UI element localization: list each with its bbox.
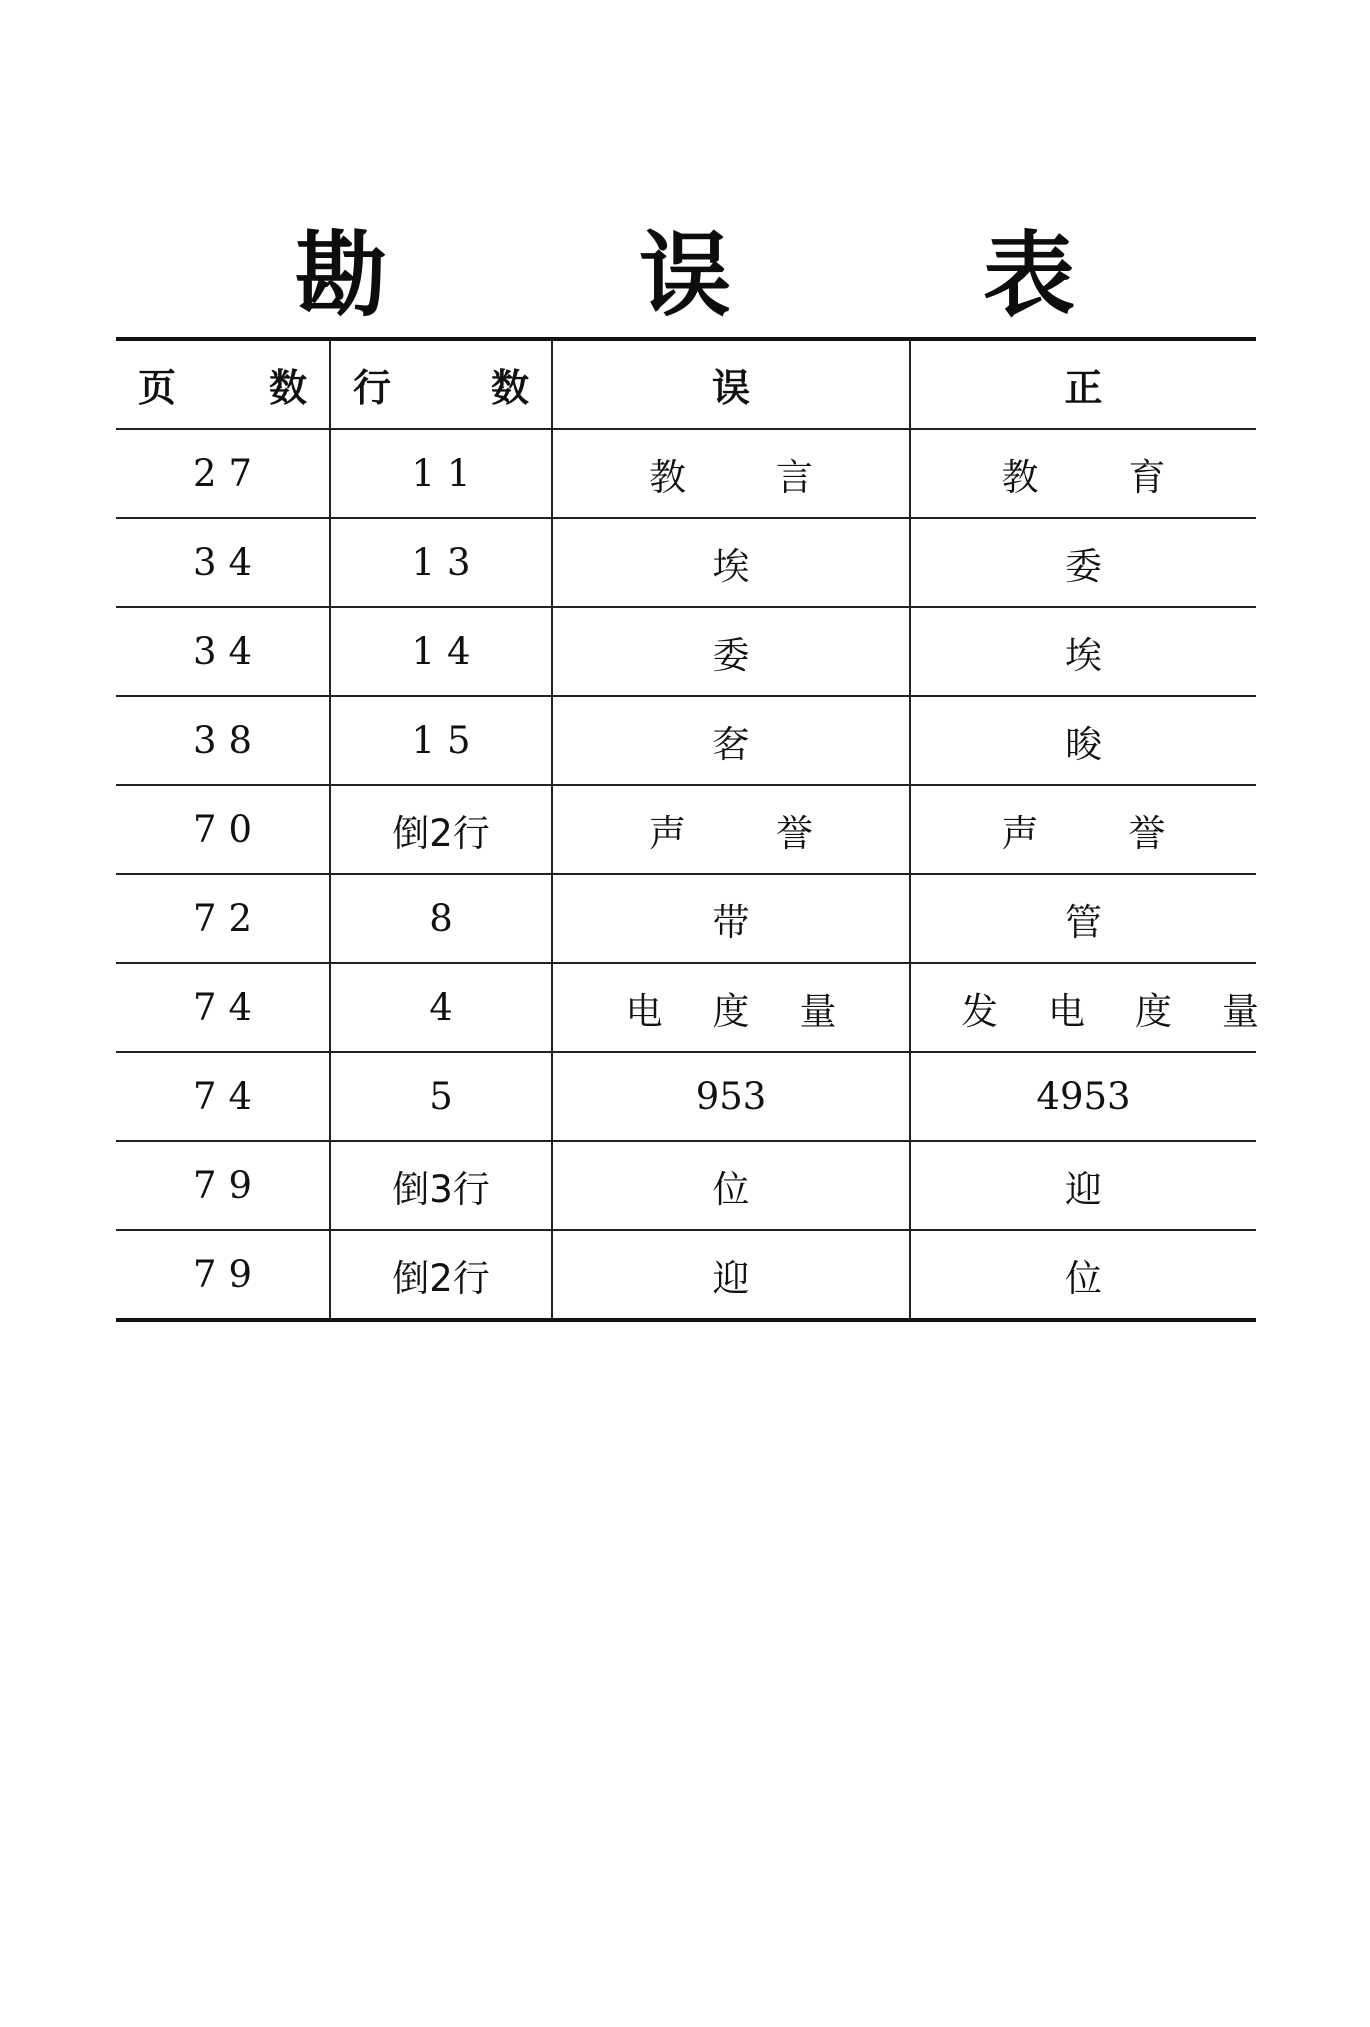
cell-line: 15: [330, 696, 552, 785]
cell-wrong: 教言: [552, 429, 910, 518]
table-row: [116, 1230, 1256, 1320]
cell-page: 34: [116, 518, 330, 607]
cell-line: 倒3行: [330, 1141, 552, 1230]
table-row: [116, 696, 1256, 785]
cell-page: 79: [116, 1230, 330, 1320]
cell-wrong: 带: [552, 874, 910, 963]
errata-table: [116, 337, 1309, 1322]
header-wrong: 误: [552, 339, 910, 429]
cell-correct: 委: [910, 518, 1256, 607]
cell-line: 8: [330, 874, 552, 963]
cell-wrong: 㚚: [552, 696, 910, 785]
header-line-char-2: 数: [490, 366, 529, 410]
cell-correct: 晙: [910, 696, 1256, 785]
cell-line: 11: [330, 429, 552, 518]
cell-correct: 埃: [910, 607, 1256, 696]
cell-wrong: 埃: [552, 518, 910, 607]
cell-page: 34: [116, 607, 330, 696]
table-row: [116, 1052, 1256, 1141]
cell-correct: 位: [1065, 1256, 1192, 1300]
cell-correct: 发电度量: [910, 963, 1256, 1052]
table-row: [116, 963, 1256, 1052]
cell-line: 13: [330, 518, 552, 607]
table-row: [116, 1141, 1256, 1230]
table-row: [116, 785, 1256, 874]
table-row: [116, 874, 1256, 963]
cell-page: 38: [116, 696, 330, 785]
cell-line: 5: [330, 1052, 552, 1141]
cell-correct: 迎: [910, 1141, 1256, 1230]
cell-correct: 声誉: [910, 785, 1256, 874]
cell-correct: 管: [910, 874, 1256, 963]
cell-wrong: 953: [552, 1052, 910, 1141]
cell-line: 4: [330, 963, 552, 1052]
cell-line: 14: [330, 607, 552, 696]
table-row: [116, 429, 1256, 518]
cell-wrong: 迎: [552, 1230, 910, 1320]
page-title: 勘 误 表: [294, 222, 1186, 329]
cell-line: 倒2行: [330, 785, 552, 874]
header-page-char-2: 数: [268, 366, 307, 410]
cell-line: 倒2行: [330, 1230, 552, 1320]
table-row: [116, 607, 1256, 696]
header-line-char-1: 行: [353, 366, 392, 410]
header-correct: 正: [910, 339, 1256, 429]
cell-correct: 4953: [910, 1052, 1256, 1141]
cell-wrong: 电度量: [552, 963, 910, 1052]
cell-page: 79: [116, 1141, 330, 1230]
cell-page: 72: [116, 874, 330, 963]
cell-wrong: 位: [552, 1141, 910, 1230]
cell-page: 74: [116, 1052, 330, 1141]
header-page: [116, 339, 330, 429]
cell-wrong: 声誉: [552, 785, 910, 874]
cell-page: 70: [116, 785, 330, 874]
table-header-row: [116, 339, 1256, 429]
cell-wrong: 委: [552, 607, 910, 696]
table-row: [116, 518, 1256, 607]
cell-correct: 教育: [910, 429, 1256, 518]
header-line: [330, 339, 552, 429]
cell-page: 74: [116, 963, 330, 1052]
cell-page: 27: [116, 429, 330, 518]
header-page-char-1: 页: [138, 366, 177, 410]
